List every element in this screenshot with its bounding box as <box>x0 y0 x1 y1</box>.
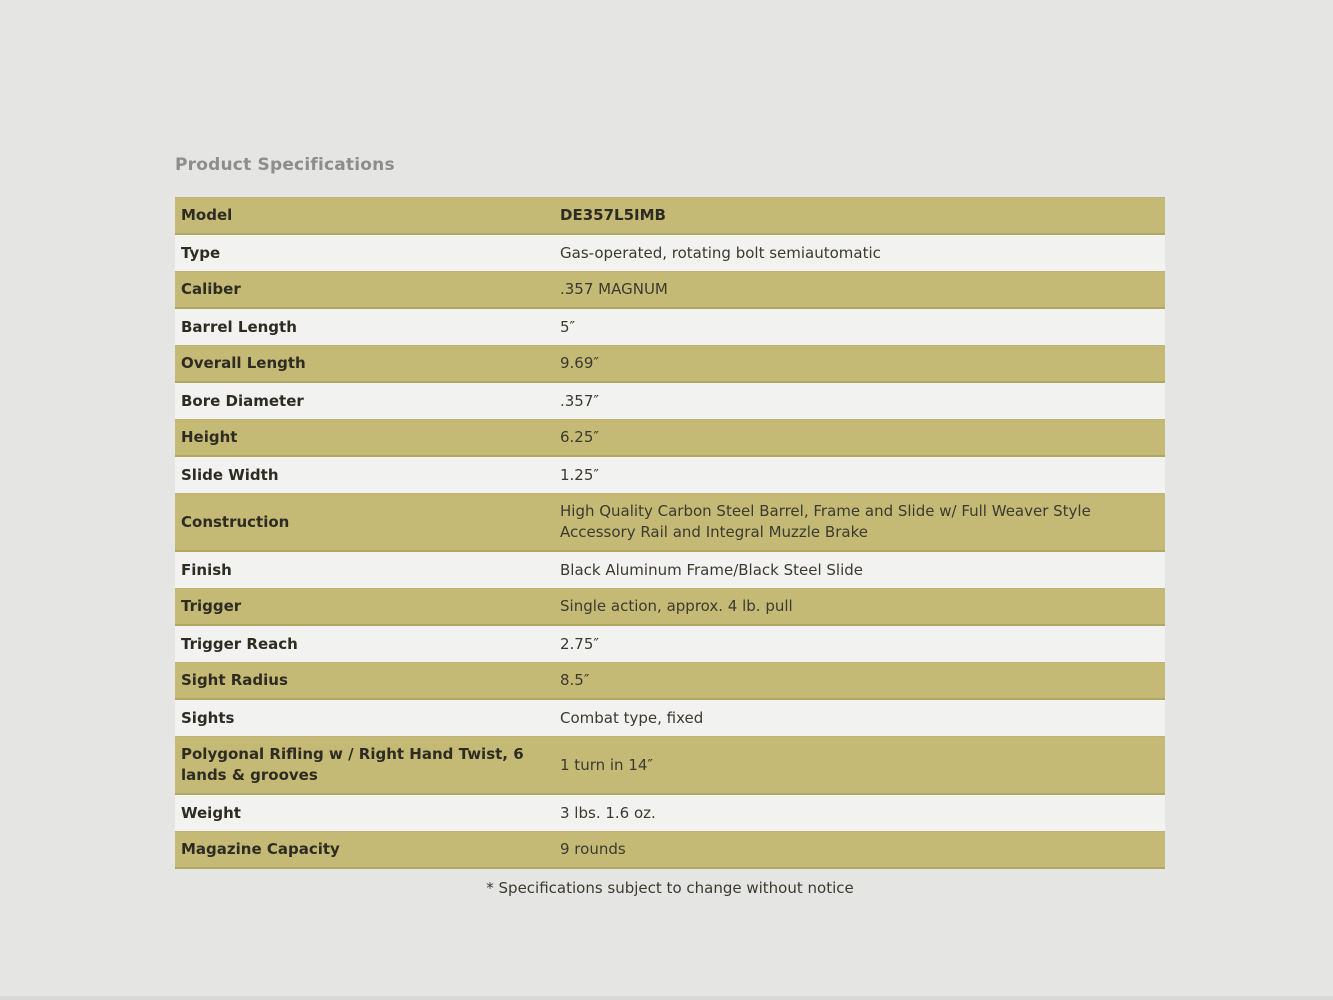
spec-value: 3 lbs. 1.6 oz. <box>560 803 656 822</box>
spec-value: 5″ <box>560 317 576 336</box>
table-row <box>175 197 1165 235</box>
spec-label: Height <box>181 428 238 446</box>
spec-value: .357″ <box>560 391 600 410</box>
spec-value: Single action, approx. 4 lb. pull <box>560 597 793 615</box>
spec-label: Caliber <box>181 280 241 298</box>
table-row <box>175 626 1165 662</box>
spec-label: Slide Width <box>181 465 279 484</box>
spec-value: 2.75″ <box>560 634 600 653</box>
spec-label: Sights <box>181 708 235 727</box>
page-title: Product Specifications <box>175 155 395 175</box>
page-bottom-edge <box>0 996 1333 1000</box>
spec-label: Sight Radius <box>181 671 288 689</box>
spec-value: Gas-operated, rotating bolt semiautomatic <box>560 243 881 262</box>
spec-footnote: * Specifications subject to change without notice <box>486 879 854 897</box>
spec-value: 8.5″ <box>560 671 590 689</box>
spec-label: Finish <box>181 560 232 579</box>
spec-value: 1.25″ <box>560 465 600 484</box>
spec-value: 9.69″ <box>560 354 600 372</box>
table-row <box>175 345 1165 383</box>
spec-label: Construction <box>181 512 290 531</box>
spec-value: .357 MAGNUM <box>560 280 668 298</box>
table-row <box>175 419 1165 457</box>
table-row <box>175 662 1165 700</box>
spec-label: Magazine Capacity <box>181 840 340 858</box>
table-row <box>175 795 1165 831</box>
product-specifications-section <box>175 155 1165 897</box>
spec-label: Trigger Reach <box>181 634 298 653</box>
table-row <box>175 493 1165 552</box>
table-row <box>175 309 1165 345</box>
spec-label: Trigger <box>181 597 242 615</box>
table-row <box>175 271 1165 309</box>
spec-value: DE357L5IMB <box>560 206 666 224</box>
table-row <box>175 831 1165 869</box>
spec-value: 9 rounds <box>560 840 626 858</box>
spec-value: High Quality Carbon Steel Barrel, Frame and Slide w/ Full Weaver Style Accessory Rail and Integral Muzzle Brake <box>560 502 1091 541</box>
spec-value: Combat type, fixed <box>560 708 704 727</box>
table-row <box>175 383 1165 419</box>
spec-label: Overall Length <box>181 354 306 372</box>
table-row <box>175 457 1165 493</box>
spec-table <box>175 197 1165 869</box>
table-row <box>175 552 1165 588</box>
spec-label: Weight <box>181 803 241 822</box>
table-row <box>175 235 1165 271</box>
spec-label: Barrel Length <box>181 317 297 336</box>
spec-label: Polygonal Rifling w / Right Hand Twist, 6 lands & grooves <box>181 745 524 784</box>
table-row <box>175 736 1165 795</box>
table-row <box>175 700 1165 736</box>
spec-value: Black Aluminum Frame/Black Steel Slide <box>560 560 864 579</box>
spec-label: Type <box>181 243 221 262</box>
spec-value: 1 turn in 14″ <box>560 755 654 774</box>
table-row <box>175 588 1165 626</box>
spec-label: Model <box>181 206 233 224</box>
spec-value: 6.25″ <box>560 428 600 446</box>
spec-label: Bore Diameter <box>181 391 304 410</box>
